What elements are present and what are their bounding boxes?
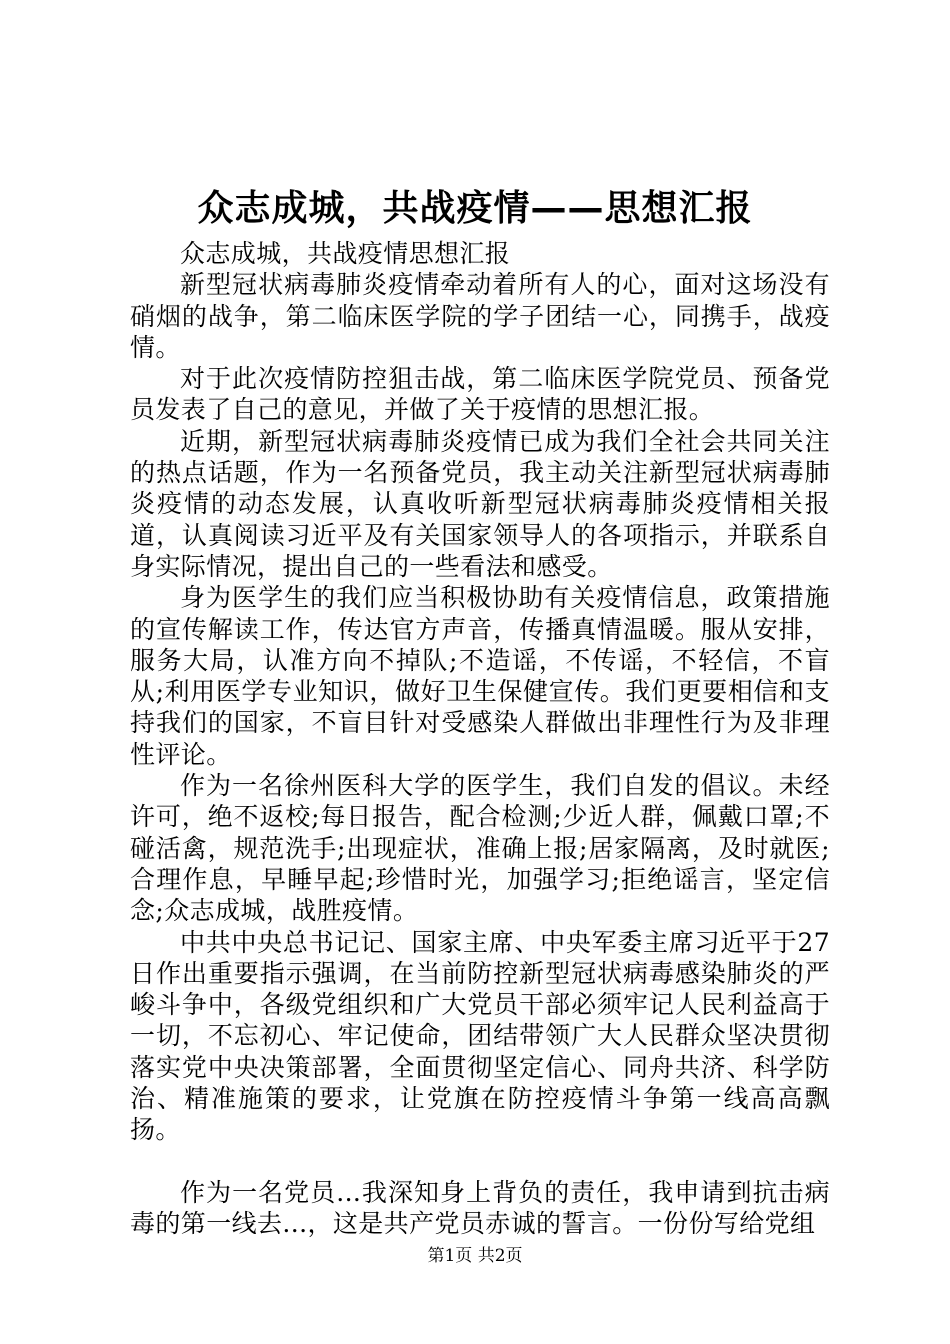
paragraph: 身为医学生的我们应当积极协助有关疫情信息，政策措施的宣传解读工作，传达官方声音，传播真情温暖。服从安排，服务大局，认准方向不掉队;不造谣，不传谣，不轻信，不盲从;利用医学专业知识，做好卫生保健宣传。我们更要相信和支持我们的国家，不盲目针对受感染人群做出非理性行为及非理性评论。 xyxy=(130,583,830,769)
paragraph: 中共中央总书记记、国家主席、中央军委主席习近平于27日作出重要指示强调，在当前防控新型冠状病毒感染肺炎的严峻斗争中，各级党组织和广大党员干部必须牢记人民利益高于一切，不忘初心、牢记使命，团结带领广大人民群众坚决贯彻落实党中央决策部署，全面贯彻坚定信心、同舟共济、科学防治、精准施策的要求，让党旗在防控疫情斗争第一线高高飘扬。 xyxy=(130,927,830,1145)
paragraph: 近期，新型冠状病毒肺炎疫情已成为我们全社会共同关注的热点话题，作为一名预备党员，我主动关注新型冠状病毒肺炎疫情的动态发展，认真收听新型冠状病毒肺炎疫情相关报道，认真阅读习近平及有关国家领导人的各项指示，并联系自身实际情况，提出自己的一些看法和感受。 xyxy=(130,426,830,581)
document-body xyxy=(130,238,830,1239)
paragraph: 对于此次疫情防控狙击战，第二临床医学院党员、预备党员发表了自己的意见，并做了关于疫情的思想汇报。 xyxy=(130,364,830,425)
page-footer: 第1页 共2页 xyxy=(427,1246,523,1266)
paragraph-subtitle: 众志成城，共战疫情思想汇报 xyxy=(180,239,511,268)
page-title: 众志成城，共战疫情——思想汇报 xyxy=(197,188,753,229)
paragraph: 作为一名党员...我深知身上背负的责任，我申请到抗击病毒的第一线去...，这是共产党员赤诚的誓言。一份份写给党组 xyxy=(130,1177,830,1238)
paragraph: 新型冠状病毒肺炎疫情牵动着所有人的心，面对这场没有硝烟的战争，第二临床医学院的学子团结一心，同携手，战疫情。 xyxy=(130,270,830,362)
paragraph: 作为一名徐州医科大学的医学生，我们自发的倡议。未经许可，绝不返校;每日报告，配合检测;少近人群，佩戴口罩;不碰活禽，规范洗手;出现症状，准确上报;居家隔离，及时就医;合理作息，早睡早起;珍惜时光，加强学习;拒绝谣言，坚定信念;众志成城，战胜疫情。 xyxy=(130,771,830,926)
